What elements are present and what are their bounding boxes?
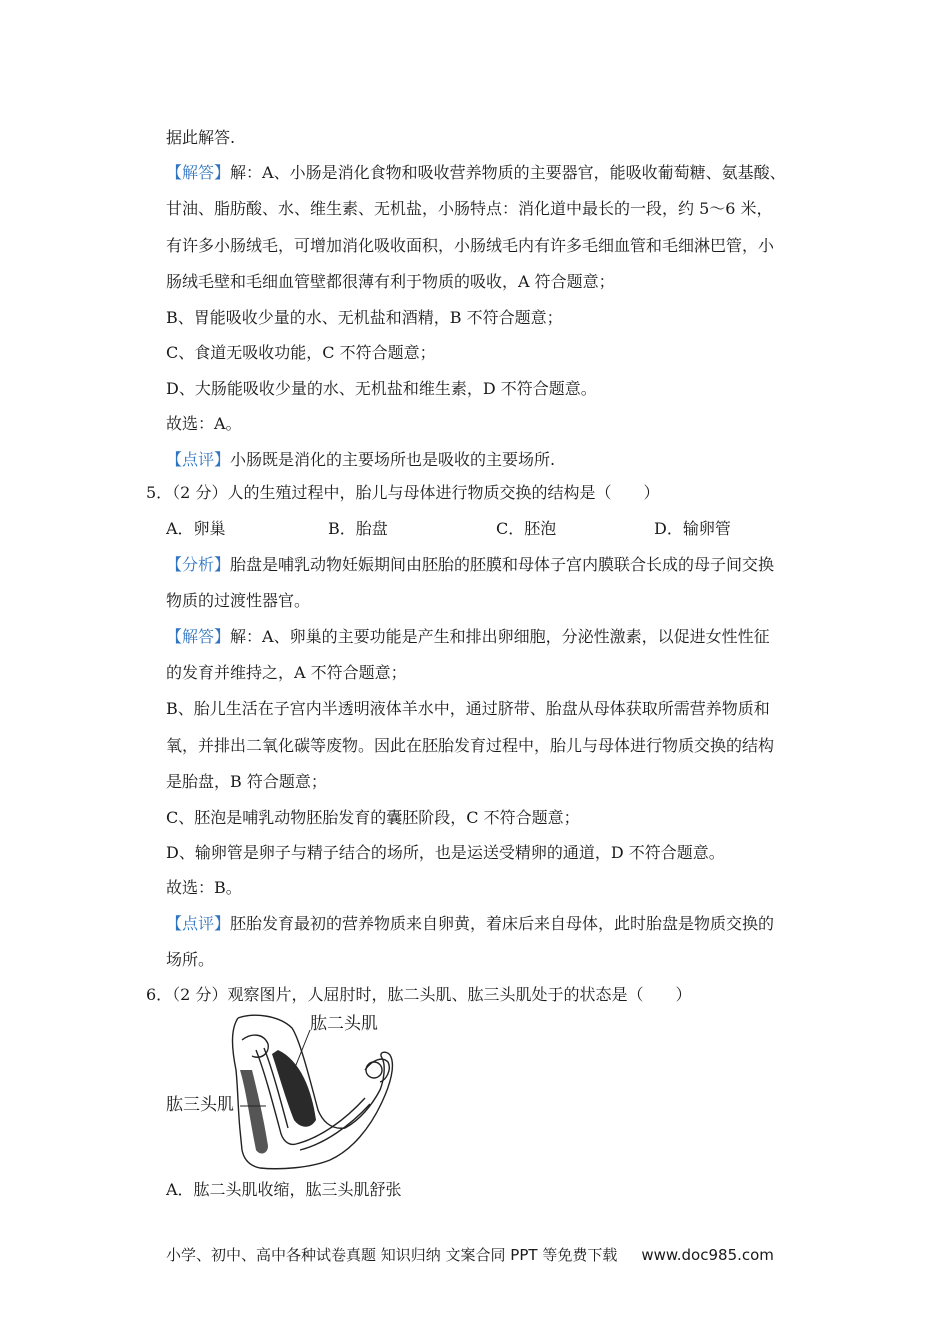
analysis-tag: 【分析】 [166, 555, 231, 574]
analysis-text: 胎盘是哺乳动物妊娠期间由胚胎的胚膜和母体子宫内膜联合长成的母子间交换 [230, 555, 775, 574]
q4-answer-line: 甘油、脂肪酸、水、维生素、无机盐，小肠特点：消化道中最长的一段，约 5～6 米， [166, 199, 773, 218]
q5-analysis [166, 555, 774, 575]
q5-comment-line: 场所。 [166, 950, 215, 969]
q5-answer-line: 故选：B。 [166, 878, 242, 897]
arm-muscle-figure [160, 1010, 410, 1170]
q5-stem: 5．（2 分）人的生殖过程中，胎儿与母体进行物质交换的结构是（ ） [146, 483, 660, 502]
q4-answer-line: 有许多小肠绒毛，可增加消化吸收面积，小肠绒毛内有许多毛细血管和毛细淋巴管，小 [166, 236, 775, 255]
answer-text: 解：A、小肠是消化食物和吸收营养物质的主要器官，能吸收葡萄糖、氨基酸、 [230, 163, 786, 182]
q5-analysis-line: 物质的过渡性器官。 [166, 591, 311, 610]
q4-answer-line: B、胃能吸收少量的水、无机盐和酒精，B 不符合题意； [166, 308, 563, 327]
q4-answer-line: 故选：A。 [166, 414, 242, 433]
q5-answer-line: B、胎儿生活在子宫内半透明液体羊水中，通过脐带、胎盘从母体获取所需营养物质和 [166, 699, 770, 718]
comment-tag: 【点评】 [166, 914, 231, 933]
footer-url[interactable]: www.doc985.com [641, 1246, 774, 1264]
q5-answer-line: 是胎盘，B 符合题意； [166, 772, 327, 791]
triceps-label: 肱三头肌 [166, 1095, 234, 1115]
answer-tag: 【解答】 [166, 627, 231, 646]
answer-tag: 【解答】 [166, 163, 231, 182]
q5-comment [166, 914, 774, 934]
option-d[interactable]: D．输卵管 [654, 519, 731, 538]
q4-answer-line: D、大肠能吸收少量的水、无机盐和维生素，D 不符合题意。 [166, 379, 597, 398]
q5-answer-line [166, 627, 770, 647]
q6-option-a[interactable]: A．肱二头肌收缩，肱三头肌舒张 [166, 1180, 402, 1199]
q4-answer-line: 肠绒毛壁和毛细血管壁都很薄有利于物质的吸收，A 符合题意； [166, 272, 615, 291]
biceps-muscle [272, 1050, 316, 1127]
q5-answer-line: C、胚泡是哺乳动物胚胎发育的囊胚阶段，C 不符合题意； [166, 808, 580, 827]
comment-tag: 【点评】 [166, 450, 231, 469]
q4-intro: 据此解答. [166, 128, 236, 147]
biceps-label: 肱二头肌 [310, 1014, 378, 1034]
comment-text: 小肠既是消化的主要场所也是吸收的主要场所. [230, 450, 556, 469]
q6-stem: 6．（2 分）观察图片，人屈肘时，肱二头肌、肱三头肌处于的状态是（ ） [146, 985, 692, 1004]
footer-text: 小学、初中、高中各种试卷真题 知识归纳 文案合同 PPT 等免费下载 [166, 1246, 618, 1264]
option-c[interactable]: C．胚泡 [496, 519, 557, 538]
q4-answer-line: C、食道无吸收功能，C 不符合题意； [166, 343, 436, 362]
q4-answer-line [166, 163, 786, 183]
option-a[interactable]: A．卵巢 [166, 519, 226, 538]
q5-answer-line: 的发育并维持之，A 不符合题意； [166, 663, 407, 682]
q5-answer-line: D、输卵管是卵子与精子结合的场所，也是运送受精卵的通道，D 不符合题意。 [166, 843, 725, 862]
arm-diagram [160, 1010, 410, 1170]
triceps-muscle [240, 1070, 268, 1153]
q5-answer-line: 氧，并排出二氧化碳等废物。因此在胚胎发育过程中，胎儿与母体进行物质交换的结构 [166, 736, 775, 755]
option-b[interactable]: B．胎盘 [328, 519, 388, 538]
page-footer [166, 1245, 774, 1265]
answer-text: 解：A、卵巢的主要功能是产生和排出卵细胞，分泌性激素，以促进女性性征 [230, 627, 770, 646]
comment-text: 胚胎发育最初的营养物质来自卵黄，着床后来自母体，此时胎盘是物质交换的 [230, 914, 775, 933]
q4-comment [166, 450, 555, 470]
